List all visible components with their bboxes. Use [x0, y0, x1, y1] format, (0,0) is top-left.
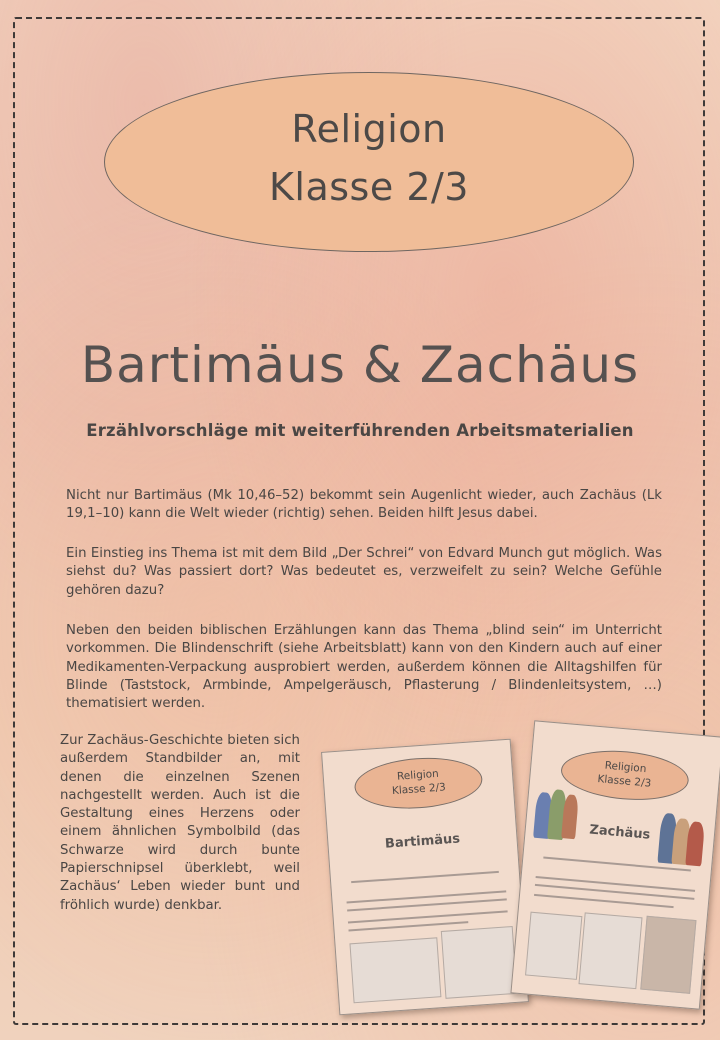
text-line: [534, 894, 674, 908]
preview-right-subject: Religion: [604, 759, 647, 776]
preview-oval-left: [353, 754, 484, 813]
preview-left-title: Bartimäus: [384, 831, 461, 852]
thumbnail-worksheet: [441, 926, 518, 999]
thumbnail-worksheet: [349, 937, 441, 1003]
preview-right-grade: Klasse 2/3: [596, 772, 652, 790]
text-line: [348, 910, 508, 923]
preview-left-subject: Religion: [396, 767, 440, 783]
paragraph-intro: Nicht nur Bartimäus (Mk 10,46–52) bekommt sein Augenlicht wieder, auch Zachäus (Lk 19,1–10) kann die Welt wieder (richtig) sehen. Beiden hilft Jesus dabei.: [66, 488, 662, 522]
preview-left-grade: Klasse 2/3: [391, 781, 447, 798]
thumbnail-worksheet: [578, 912, 642, 989]
preview-sheet-bartimaeus: [321, 739, 529, 1016]
thumbnail-worksheet: [525, 912, 582, 980]
header-subject: Religion: [291, 107, 447, 151]
preview-sheet-zachaeus: [510, 720, 720, 1010]
document-subtitle: Erzählvorschläge mit weiterführenden Arbeitsmaterialien: [86, 421, 634, 440]
header-grade: Klasse 2/3: [269, 165, 469, 209]
thumbnail-worksheet: [640, 916, 696, 994]
text-line: [536, 876, 696, 891]
paragraph-entry: Ein Einstieg ins Thema ist mit dem Bild „Der Schrei“ von Edvard Munch gut möglich. Was siehst du? Was passiert dort? Was bedeutet es, verzweifelt zu sein? Welche Gefühle gehören dazu?: [66, 546, 662, 598]
header-text: [104, 100, 634, 216]
preview-right-title: Zachäus: [588, 822, 651, 843]
preview-oval-right: [559, 746, 691, 805]
paragraph-blind: Neben den beiden biblischen Erzählungen kann das Thema „blind sein“ im Unterricht vorkommen. Die Blindenschrift (siehe Arbeitsblatt) kann von den Kindern auch auf einer Medikamenten-Verpackung ausprobiert werden, außerdem können die Alltagshilfen für Blinde (Taststock, Armbinde, Ampelgeräusch, Pflasterung / Blindenleitsystem, …) thematisiert werden.: [66, 623, 662, 712]
document-title: Bartimäus & Zachäus: [80, 336, 640, 394]
text-line: [351, 871, 499, 883]
paragraph-zachaeus: Zur Zachäus-Geschichte bieten sich außerdem Standbilder an, mit denen die einzelnen Szenen nachgestellt werden. Auch ist die Gestaltung eines Herzens oder einem ähnlichen Symbolbild (das Schwarze wird durch bunte Papierschnipsel überklebt, weil Zachäus‘ Leben wieder bunt und fröhlich wurde) denkbar.: [60, 733, 300, 913]
